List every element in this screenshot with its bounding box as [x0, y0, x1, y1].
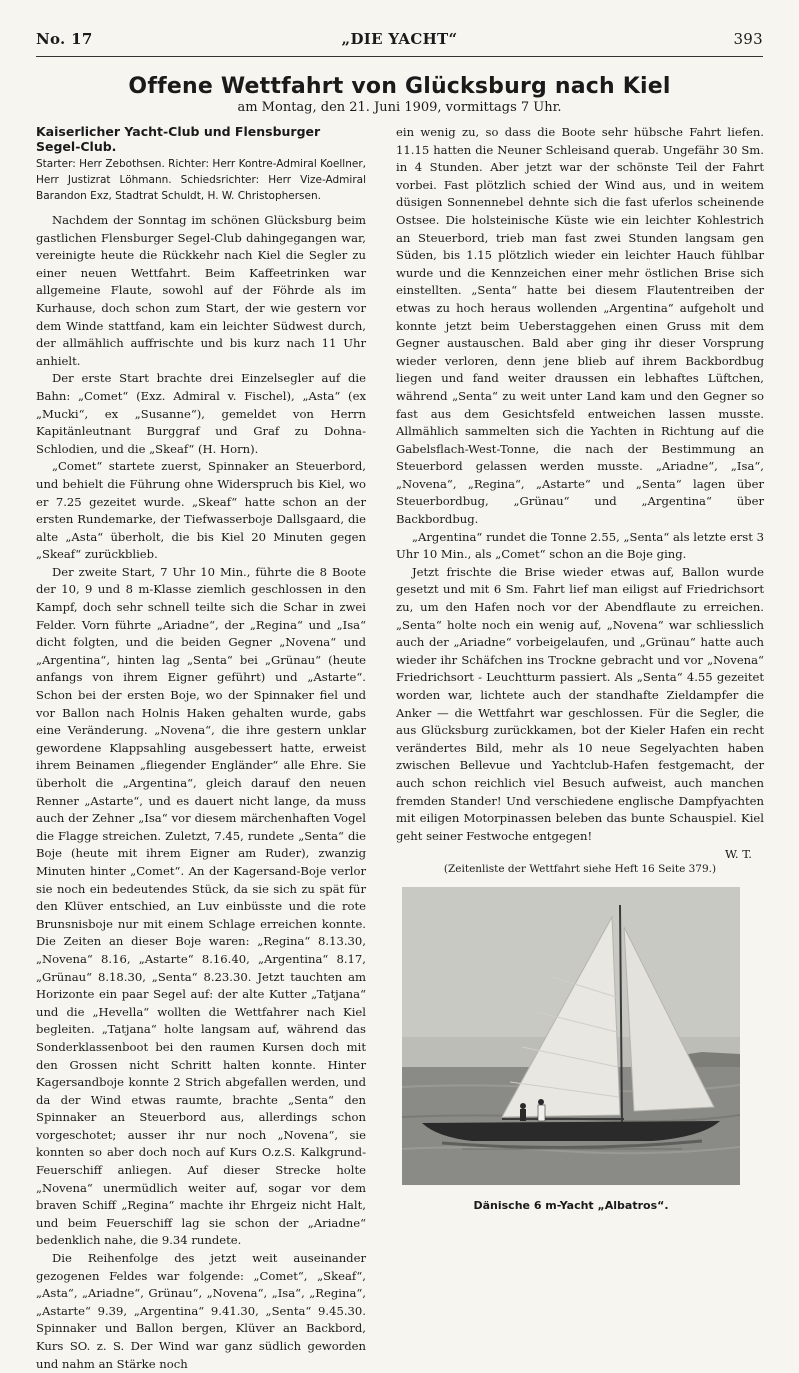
page-header [36, 30, 763, 54]
paragraph: Die Reihenfolge des jetzt weit auseinander gezogenen Feldes war folgende: „Comet“, „Skeaf“, „Asta“, „Ariadne“, Grünau“, „Novena“, „Isa“, „Regina“, „Astarte“ 9.39, „Argentina“ 9.41.30, „Senta“ 9.45.30. Spinnaker und Ballon bergen, Klüver an Backbord, Kurs SO. z. S. Der Wind war ganz südlich geworden und nahm an Stärke noch [36, 1251, 366, 1371]
article-title: Offene Wettfahrt von Glücksburg nach Kiel [128, 74, 671, 99]
right-column [396, 124, 764, 1212]
article-subtitle: am Montag, den 21. Juni 1909, vormittags 7 Uhr. [237, 100, 562, 115]
header-rule [36, 56, 763, 57]
page-number: 393 [733, 30, 763, 48]
paragraph: „Comet“ startete zuerst, Spinnaker an Steuerbord, und behielt die Führung ohne Widerspruch bis Kiel, wo er 7.25 gezeitet wurde. „Skeaf“ hatte schon an der ersten Rundemarke, der Tiefwasserboje Dallsgaard, die alte „Asta“ überholt, die bis Kiel 20 Minuten gegen „Skeaf“ zurückblieb. [36, 459, 366, 562]
paragraph: „Argentina“ rundet die Tonne 2.55, „Senta“ als letzte erst 3 Uhr 10 Min., als „Comet“ schon an die Boje ging. [396, 529, 764, 562]
yacht-illustration [402, 887, 740, 1185]
results-reference-note: (Zeitenliste der Wettfahrt siehe Heft 16 Seite 379.) [443, 863, 717, 876]
hull [422, 1121, 720, 1141]
yacht-photo [402, 887, 740, 1185]
paragraph: Der erste Start brachte drei Einzelsegler auf die Bahn: „Comet“ (Exz. Admiral v. Fischel), „Asta“ (ex „Mucki“, ex „Susanne“), gemeldet von Herrn Kapitänleutnant Burggraf und Graf zu Dohna-Schlodien, und die „Skeaf“ (H. Horn). [36, 371, 366, 456]
paragraph: Nachdem der Sonntag im schönen Glücksburg beim gastlichen Flensburger Segel-Club dahingegangen war, vereinigte heute die Rückkehr nach Kiel die Segler zu einer neuen Wettfahrt. Beim Kaffeetrinken war allgemeine Flaute, sowohl auf der Föhrde als im Kurhause, doch schon zum Start, der wie gestern vor dem Winde stattfand, kam ein leichter Südwest durch, der allmählich auffrischte und bis kurz nach 11 Uhr anhielt. [36, 213, 366, 368]
race-officials: Starter: Herr Zebothsen. Richter: Herr Kontre-Admiral Koellner, Herr Justizrat Löhmann. Schiedsrichter: Herr Vize-Admiral Barandon Exz, Stadtrat Schuldt, H. W. Christophersen. [36, 158, 366, 202]
photo-caption: Dänische 6 m-Yacht „Albatros“. [473, 1199, 669, 1213]
paragraph: Der zweite Start, 7 Uhr 10 Min., führte die 8 Boote der 10, 9 und 8 m-Klasse ziemlich geschlossen in den Kampf, doch sehr schnell teilte sich die Schar in zwei Felder. Vorn führte „Ariadne“, der „Regina“ und „Isa“ dicht folgten, und die beiden Gegner „Novena“ und „Argentina“, hinten lag „Senta“ bei „Grünau“ (heute anfangs von ihrem Eigner geführt) und „Astarte“. Schon bei der ersten Boje, wo der Spinnaker fiel und vor Ballon nach Holnis Haken gehalten wurde, gabs eine Veränderung. „Novena“, die ihre gestern unklar gewordene Klappsahling ausgebessert hatte, erweist ihrem Beinamen „fliegender Engländer“ alle Ehre. Sie überholt die „Argentina“, gleich darauf den neuen Renner „Astarte“, und es dauert nicht lange, da muss auch der Zehner „Isa“ vor diesem märchenhaften Vogel die Flagge streichen. Zuletzt, 7.45, rundete „Senta“ die Boje (heute mit ihrem Eigner am Ruder), zwanzig Minuten hinter „Comet“. An der Kagersand-Boje verlor sie noch ein bedeutendes Stück, da sie sich zu spät für den Klüver entschied, an Luv einbüsste und die rote Brunsnisboje nur mit einem Schlage erreichen konnte. Die Zeiten an dieser Boje waren: „Regina“ 8.13.30, „Novena“ 8.16, „Astarte“ 8.16.40, „Argentina“ 8.17, „Grünau“ 8.18.30, „Senta“ 8.23.30. Jetzt tauchten am Horizonte ein paar Segel auf: der alte Kutter „Tatjana“ und die „Hevella“ wollten die Wettfahrer nach Kiel begleiten. „Tatjana“ holte langsam auf, während das Sonderklassenboot bei den raumen Kursen doch mit den Grossen nicht Schritt halten konnte. Hinter Kagersandboje konnte 2 Strich abgefallen werden, und da der Wind etwas raumte, brachte „Senta“ den Spinnaker an Steuerbord aus, allerdings schon vorgeschotet; ausser ihr nur noch „Novena“, sie konnten so aber doch noch auf Kurs O.z.S. Kalkgrund-Feuerschiff anliegen. Auf dieser Strecke holte „Novena“ unermüdlich weiter auf, sogar vor dem braven Schiff „Regina“ machte ihr Ehrgeiz nicht Halt, und beim Feuerschiff lag sie schon der „Ariadne“ bedenklich nahe, die 9.34 rundete. [36, 564, 366, 1248]
organizing-clubs: Kaiserlicher Yacht-Club und Flensburger Segel-Club. [36, 124, 321, 154]
left-column [36, 124, 366, 1373]
magazine-name: „DIE YACHT“ [341, 30, 458, 48]
author-signature: W. T. [725, 847, 752, 862]
paragraph: ein wenig zu, so dass die Boote sehr hübsche Fahrt liefen. 11.15 hatten die Neuner Schleisand querab. Ungefähr 30 Sm. in 4 Stunden. Aber jetzt war der schönste Teil der Fahrt vorbei. Fast plötzlich schied der Wind aus, und in weitem düsigen Sonnennebel dehnte sich die fast uferlos scheinende Ostsee. Die holsteinische Küste wie ein leichter Kohlestrich an Steuerbord, trieb man fast zwei Stunden langsam gen Süden, bis 1.15 plötzlich wieder ein leichter Hauch fühlbar wurde und die Kennzeichen einer mehr östlichen Brise sich einstellten. „Senta“ hatte bei diesem Flautentreiben der etwas zu hoch heraus wollenden „Argentina“ aufgeholt und konnte jetzt beim Ueberstaggehen einen Gruss mit dem Gegner austauschen. Bald aber ging ihr dieser Vorsprung wieder verloren, denn jene blieb auf ihrem Backbordbug liegen und fand weiter draussen ein lebhaftes Lüftchen, während „Senta“ zu weit unter Land kam und den Gegner so fast aus dem Gesichtsfeld entweichen lassen musste. Allmählich sammelten sich die Yachten in Richtung auf die Gabelsflach-West-Tonne, die nach der Bestimmung an Steuerbord gelassen werden musste. „Ariadne“, „Isa“, „Novena“, „Regina“, „Astarte“ und „Senta“ lagen über Steuerbordbug, „Grünau“ und „Argentina“ über Backbordbug. [396, 125, 764, 527]
paragraph: Jetzt frischte die Brise wieder etwas auf, Ballon wurde gesetzt und mit 6 Sm. Fahrt lief man eiligst auf Friedrichsort zu, um den Hafen noch vor der Abendflaute zu erreichen. „Senta“ holte noch ein wenig auf, „Novena“ war schliesslich auch der „Ariadne“ vorbeigelaufen, und „Grünau“ hatte auch wieder ihr Schäfchen ins Trockne gebracht und vor „Novena“ Friedrichsort - Leuchtturm passiert. Als „Senta“ 4.55 gezeitet worden war, lichtete auch der standhafte Zieldampfer die Anker — die Wettfahrt war geschlossen. Für die Segler, die aus Glücksburg zurückkamen, bot der Kieler Hafen ein recht verändertes Bild, mehr als 10 neue Segelyachten haben zwischen Bellevue und Yachtclub-Hafen festgemacht, der auch schon reichlich viel Besuch aufweist, auch manchen fremden Stander! Und verschiedene englische Dampfyachten mit eiligen Motorpinassen beleben das bunte Schauspiel. Kiel geht seiner Festwoche entgegen! [396, 564, 764, 843]
issue-number: No. 17 [36, 30, 93, 48]
